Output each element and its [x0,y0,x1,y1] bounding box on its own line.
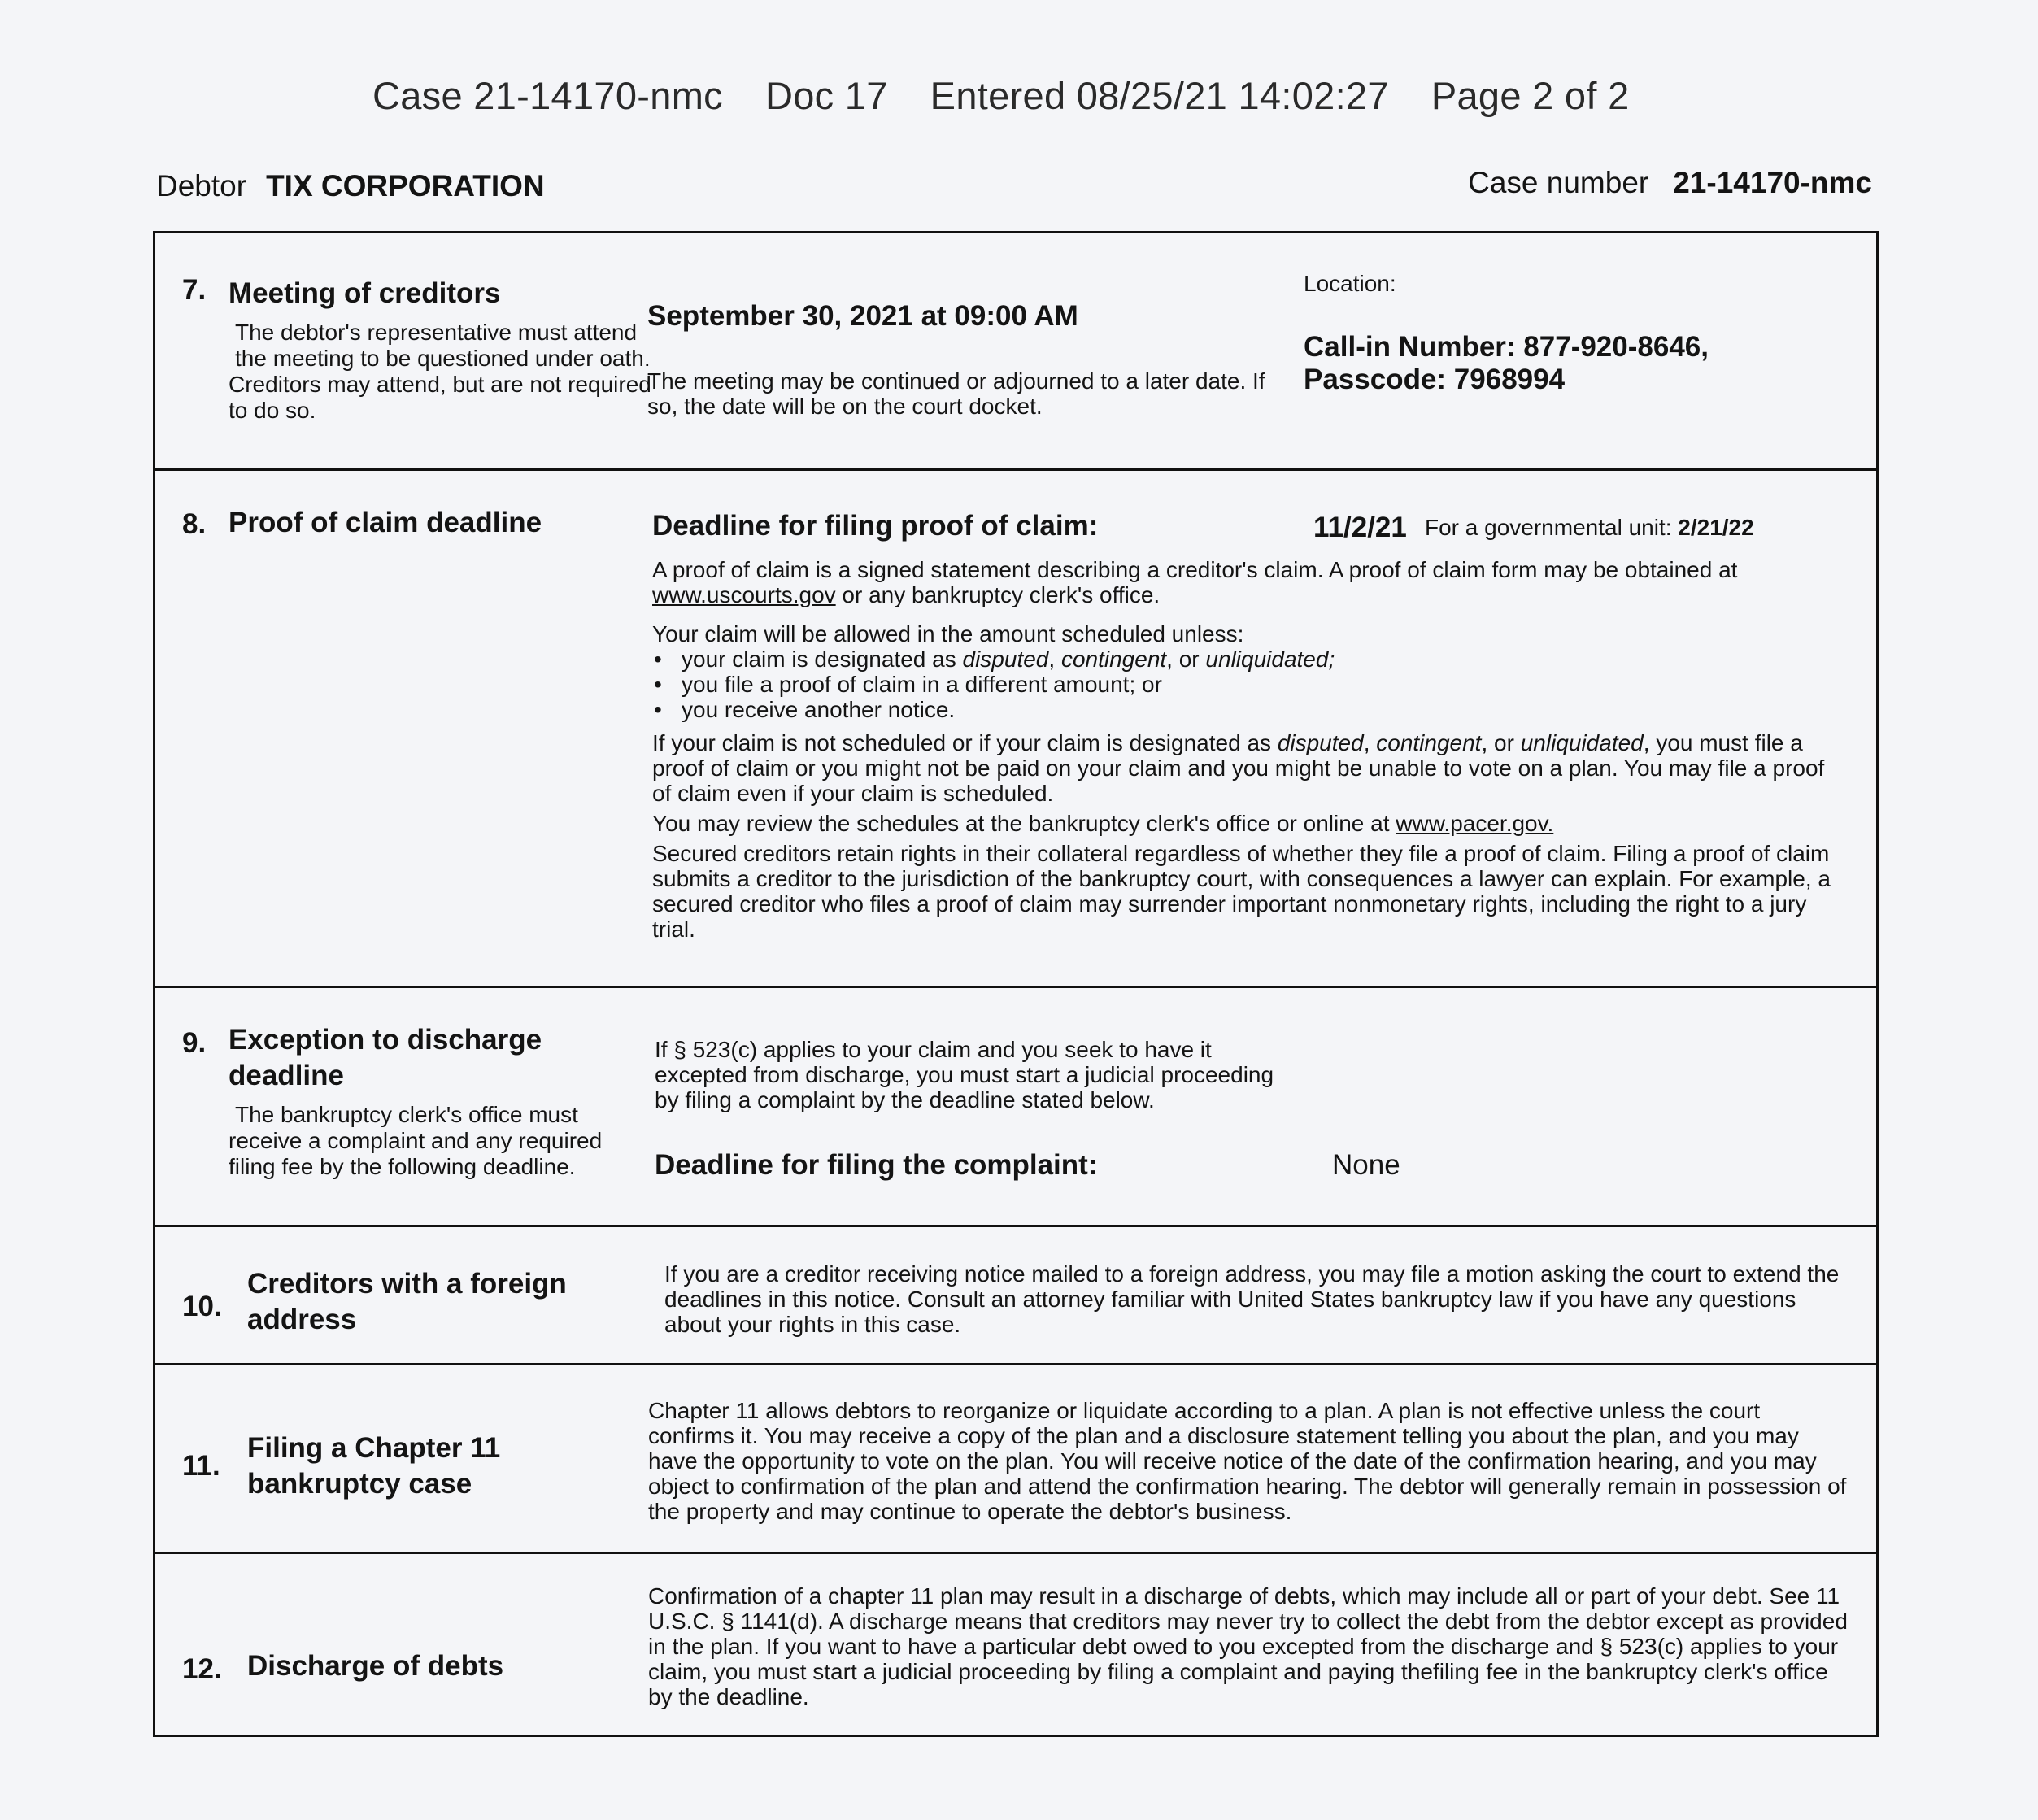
notice-table [153,231,1879,1737]
deadline-label: Deadline for filing proof of claim: [652,510,1099,542]
text: or [1494,730,1514,755]
text: you must file a proof of claim or you might not be paid on your claim and you might be unable to vote on a plan. You may file a proof of claim even if your claim is scheduled. [652,730,1825,806]
description-text: The debtor's representative must attend the meeting to be questioned under oath. [235,320,651,371]
para-definition [652,557,1831,607]
description-text-2: Creditors may attend, but are not required to do so. [229,372,651,423]
section-number: 11. [182,1450,220,1482]
proof-of-claim-body [652,557,1831,942]
complaint-deadline-label: Deadline for filing the complaint: [655,1149,1098,1181]
section-number: 8. [182,508,207,540]
section-number: 12. [182,1653,222,1685]
complaint-deadline-value: None [1332,1149,1400,1181]
text: contingent [1376,730,1482,755]
header-doc: Doc 17 [764,74,888,117]
description-text: The bankruptcy clerk's office must receive a complaint and any required filing fee by the following deadline. [229,1102,603,1179]
header-page: Page 2 of 2 [1431,74,1630,117]
section-title: Filing a Chapter 11 bankruptcy case [247,1432,501,1500]
header-case: Case 21-14170-nmc [372,74,723,117]
passcode: Passcode: 7968994 [1304,364,1566,395]
gov-unit [1425,515,1754,541]
section-title: Exception to discharge deadline [229,1024,542,1091]
foreign-address-body: If you are a creditor receiving notice mailed to a foreign address, you may file a motion asking the court to extend the deadlines in this notice. Consult an attorney familiar with United States bankruptcy law if you have any questions about your rights in this case. [664,1261,1840,1337]
section-description [229,1102,651,1180]
debtor-line [156,169,545,203]
page-header [372,73,1630,118]
callin-number: Call-in Number: 877-920-8646, [1304,331,1709,363]
meeting-date: September 30, 2021 at 09:00 AM [647,300,1078,332]
section-proof-of-claim [155,471,1876,988]
text: contingent [1060,647,1167,672]
debtor-name: TIX CORPORATION [266,169,545,202]
text: disputed [1277,730,1364,755]
text: unliquidated [1520,730,1644,755]
list-item: • you receive another notice. [652,697,1831,722]
exception-body: If § 523(c) applies to your claim and you seek to have it excepted from discharge, you must start a judicial proceeding by filing a complaint by the deadline stated below. [655,1037,1274,1112]
text: or any bankruptcy clerk's office. [842,582,1161,607]
text: disputed [962,647,1049,672]
case-number-value: 21-14170-nmc [1673,166,1872,199]
section-title: Creditors with a foreign address [247,1268,567,1335]
section-number: 10. [182,1291,222,1322]
section-filing-chapter-11 [155,1365,1876,1554]
discharge-body: Confirmation of a chapter 11 plan may result in a discharge of debts, which may include all or part of your debt. See 11 U.S.C. § 1141(d). A discharge means that creditors may never try to collect the debt from the debtor except as provided in the plan. If you want to have a particular debt owed to you excepted from the discharge and § 523(c) applies to your claim, you must start a judicial proceeding by filing a complaint and paying thefiling fee in the bankruptcy clerk's office by the deadline. [648,1583,1848,1709]
list-item: • you file a proof of claim in a different amount; or [652,672,1831,697]
para-allowed-intro: Your claim will be allowed in the amount scheduled unless: [652,621,1244,647]
para-secured-creditors: Secured creditors retain rights in their collateral regardless of whether they file a proof of claim. Filing a proof of claim submits a creditor to the jurisdiction of the bankruptcy court, with consequences a lawyer can explain. For example, a secured creditor who files a proof of claim may surrender important nonmonetary rights, including the right to a jury trial. [652,841,1831,942]
section-number: 7. [182,274,207,306]
section-description [229,320,668,424]
header-entered: Entered 08/25/21 14:02:27 [930,74,1389,117]
debtor-label: Debtor [156,169,247,202]
section-title: Meeting of creditors [229,277,501,309]
location-label: Location: [1304,271,1396,296]
para-not-scheduled: If your claim is not scheduled or if your claim is designated as disputed, contingent, or unliquidated, you must file a proof of claim or you might not be paid on your claim and you might be unable to vote on a plan. You may file a proof of claim even if your claim is scheduled. [652,730,1825,806]
list-item: • your claim is designated as disputed, contingent, or unliquidated; [652,647,1831,672]
section-meeting-of-creditors [155,233,1876,471]
deadline-date: 11/2/21 [1313,512,1407,543]
section-title: Proof of claim deadline [229,507,542,538]
pacer-link[interactable]: www.pacer.gov. [1396,811,1554,836]
text: If your claim is not scheduled or if your claim is designated as [652,730,1272,755]
para-schedules [652,811,1831,836]
chapter-11-body: Chapter 11 allows debtors to reorganize or liquidate according to a plan. A plan is not effective unless the court confirms it. You may receive a copy of the plan and a disclosure statement telling you about the plan, and you may have the opportunity to vote on the plan. You will receive notice of the date of the confirmation hearing, and you may object to confirmation of the plan and attend the confirmation hearing. The debtor will generally remain in possession of the property and may continue to operate the debtor's business. [648,1398,1847,1524]
section-title: Discharge of debts [247,1650,504,1682]
conditions-list [652,647,1831,722]
section-exception-to-discharge [155,988,1876,1227]
uscourts-link[interactable]: www.uscourts.gov [652,582,836,607]
text: You may review the schedules at the bankruptcy clerk's office or online at [652,811,1390,836]
text: your claim is designated as [682,647,956,672]
section-number: 9. [182,1027,207,1059]
text: or [1178,647,1200,672]
gov-unit-label: For a governmental unit: [1425,515,1672,540]
text: A proof of claim is a signed statement describing a creditor's claim. A proof of claim form may be obtained at [652,557,1738,582]
gov-unit-date: 2/21/22 [1678,515,1754,540]
case-number-label: Case number [1468,166,1649,199]
case-number-line [1468,166,1872,200]
section-foreign-address [155,1227,1876,1365]
meeting-note: The meeting may be continued or adjourned to a later date. If so, the date will be on the court docket. [647,368,1265,419]
section-discharge-of-debts [155,1554,1876,1739]
text: unliquidated; [1205,647,1335,672]
